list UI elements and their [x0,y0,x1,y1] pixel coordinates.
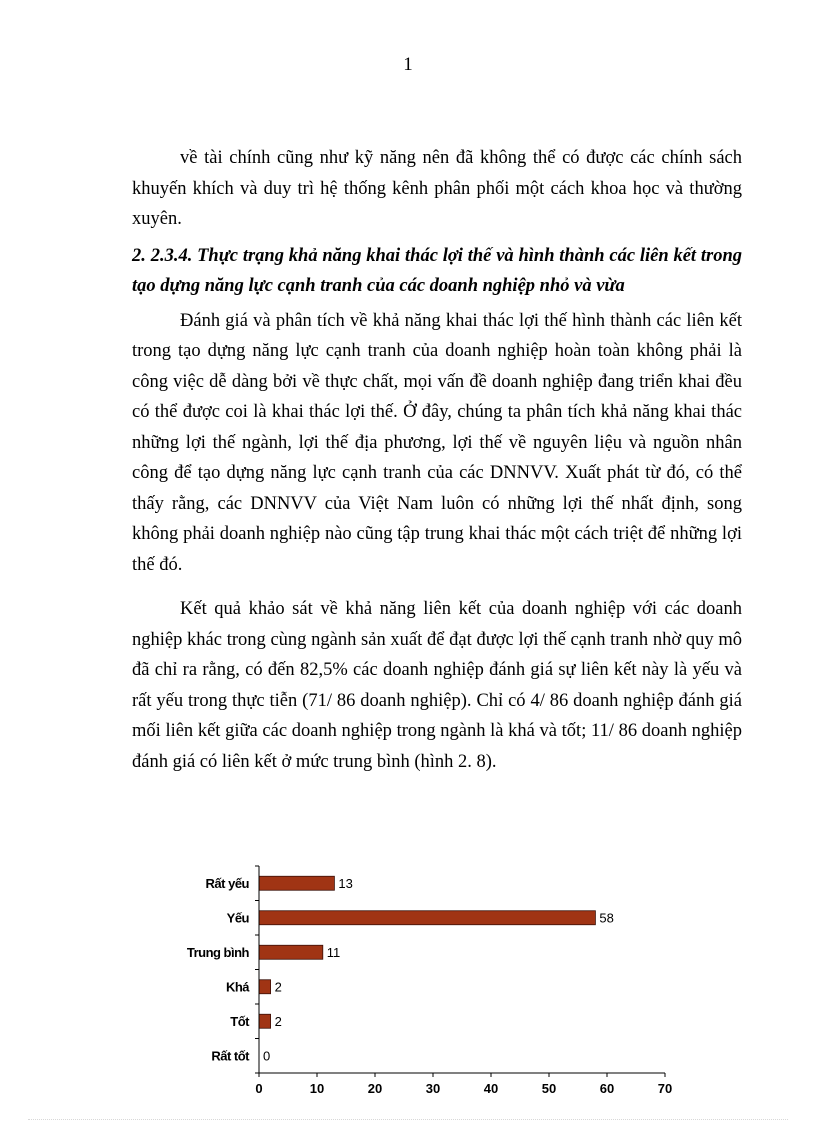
x-tick-label-6: 60 [599,1081,615,1096]
bar-3 [259,980,271,994]
bar-0 [259,876,334,890]
x-tick-label-1: 10 [309,1081,325,1096]
value-label-2: 11 [326,944,341,960]
category-label-5: Rất tốt [211,1048,249,1064]
value-label-4: 2 [274,1013,282,1029]
x-tick-label-5: 50 [541,1081,557,1096]
footer-divider [28,1119,788,1121]
value-label-1: 58 [599,910,614,926]
page-number: 1 [403,54,413,75]
paragraph-3: Kết quả khảo sát về khả năng liên kết của doanh nghiệp với các doanh nghiệp khác trong cùng ngành sản xuất để đạt được lợi thế cạnh tranh nhờ quy mô đã chỉ ra rằng, có đến 82,5% các doanh nghiệp đánh giá sự liên kết này là yếu và rất yếu trong thực tiễn (71/ 86 doanh nghiệp). Chỉ có 4/ 86 doanh nghiệp đánh giá mối liên kết giữa các doanh nghiệp trong ngành là khá và tốt; 11/ 86 doanh nghiệp đánh giá có liên kết ở mức trung bình (hình 2. 8). [132,599,742,772]
x-tick-label-2: 20 [367,1081,383,1096]
category-label-4: Tốt [230,1013,249,1029]
category-label-0: Rất yếu [205,875,249,891]
category-label-3: Khá [225,979,249,995]
bar-chart [150,860,690,1110]
section-heading: 2. 2.3.4. Thực trạng khả năng khai thác lợi thế và hình thành các liên kết trong tạo dựng năng lực cạnh tranh của các doanh nghiệp nhỏ và vừa [132,245,742,296]
x-tick-label-4: 40 [483,1081,499,1096]
paragraph-2: Đánh giá và phân tích về khả năng khai thác lợi thế hình thành các liên kết trong tạo dựng năng lực cạnh tranh của doanh nghiệp hoàn toàn không phải là công việc dễ dàng bởi về thực chất, mọi vấn đề doanh nghiệp đang triển khai đều có thể được coi là khai thác lợi thế. Ở đây, chúng ta phân tích khả năng khai thác những lợi thế ngành, lợi thế địa phương, lợi thế về nguyên liệu và nguồn nhân công để tạo dựng năng lực cạnh tranh của các DNNVV. Xuất phát từ đó, có thể thấy rằng, các DNNVV của Việt Nam luôn có những lợi thế nhất định, song không phải doanh nghiệp nào cũng tập trung khai thác một cách triệt để những lợi thế đó. [132,310,742,575]
bar-4 [259,1014,271,1028]
value-label-5: 0 [263,1048,271,1064]
x-tick-label-0: 0 [255,1081,263,1096]
document-body [132,143,742,777]
category-label-1: Yếu [226,910,249,926]
bar-chart-svg [150,860,690,1110]
value-label-0: 13 [338,875,353,891]
bar-2 [259,945,323,959]
x-tick-label-3: 30 [425,1081,441,1096]
x-tick-label-7: 70 [657,1081,673,1096]
category-label-2: Trung bình [186,944,249,960]
bar-1 [259,911,595,925]
paragraph-1: về tài chính cũng như kỹ năng nên đã không thể có được các chính sách khuyến khích và duy trì hệ thống kênh phân phối một cách khoa học và thường xuyên. [132,148,742,229]
value-label-3: 2 [274,979,282,995]
